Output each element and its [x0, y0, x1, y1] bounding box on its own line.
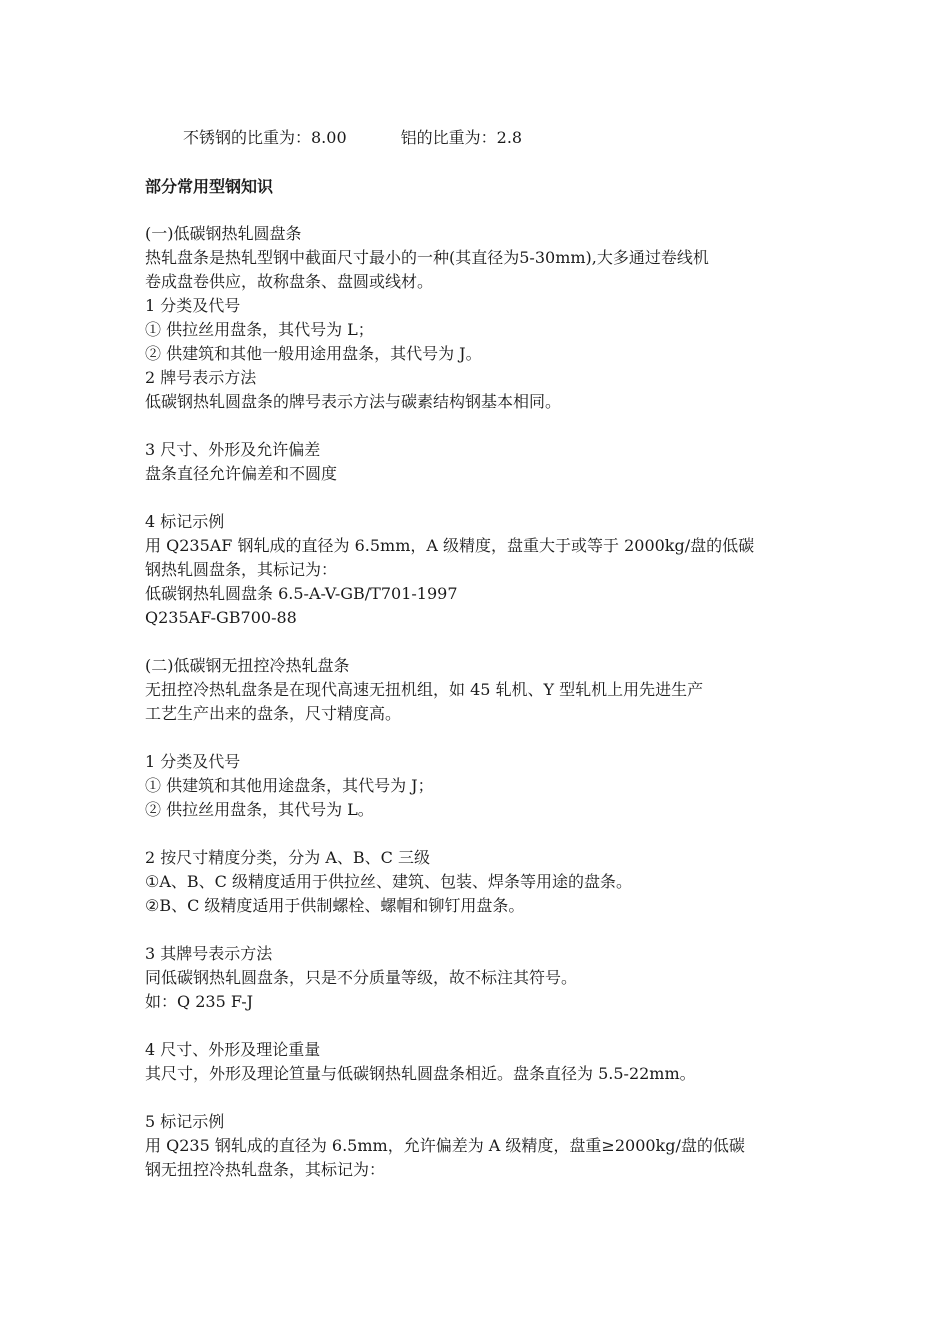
text-line: ① 供拉丝用盘条，其代号为 L； — [145, 320, 374, 339]
text-block — [145, 750, 815, 822]
text-line: 同低碳钢热轧圆盘条，只是不分质量等级，故不标注其符号。 — [145, 968, 578, 987]
text-line: 其尺寸，外形及理论笪量与低碳钢热轧圆盘条相近。盘条直径为 5.5-22mm。 — [145, 1064, 696, 1083]
document-content — [145, 126, 815, 1206]
text-line: 钢无扭控冷热轧盘条，其标记为： — [145, 1160, 386, 1179]
text-line: 4 尺寸、外形及理论重量 — [145, 1040, 321, 1059]
text-block — [145, 654, 815, 726]
text-line: 盘条直径允许偏差和不圆度 — [145, 464, 338, 483]
text-line: ① 供建筑和其他用途盘条，其代号为 J； — [145, 776, 434, 795]
text-line: ② 供拉丝用盘条，其代号为 L。 — [145, 800, 374, 819]
text-line: 用 Q235AF 钢轧成的直径为 6.5mm，A 级精度，盘重大于或等于 2000kg/盘的低碳 — [145, 536, 755, 555]
text-block — [145, 438, 815, 486]
text-block — [145, 222, 815, 414]
text-block — [145, 510, 815, 630]
text-line: 如：Q 235 F-J — [145, 992, 254, 1011]
text-line: 无扭控冷热轧盘条是在现代高速无扭机组，如 45 轧机、Y 型轧机上用先进生产 — [145, 680, 704, 699]
text-line: 热轧盘条是热轧型钢中截面尺寸最小的一种(其直径为5-30mm),大多通过卷线机 — [145, 248, 709, 267]
text-block — [145, 1038, 815, 1086]
text-line: 用 Q235 钢轧成的直径为 6.5mm，允许偏差为 A 级精度，盘重≥2000kg/盘的低碳 — [145, 1136, 745, 1155]
text-line: ①A、B、C 级精度适用于供拉丝、建筑、包装、焊条等用途的盘条。 — [145, 872, 632, 891]
text-block — [145, 846, 815, 918]
aluminum-density-text: 铝的比重为：2.8 — [400, 128, 523, 147]
density-line — [145, 126, 815, 150]
text-line: (一)低碳钢热轧圆盘条 — [145, 224, 302, 243]
text-line: 5 标记示例 — [145, 1112, 225, 1131]
text-line: 2 按尺寸精度分类，分为 A、B、C 三级 — [145, 848, 430, 867]
text-line: 卷成盘卷供应，故称盘条、盘圆或线材。 — [145, 272, 434, 291]
text-line: 3 尺寸、外形及允许偏差 — [145, 440, 321, 459]
text-line: 1 分类及代号 — [145, 752, 241, 771]
text-block — [145, 942, 815, 1014]
text-line: 低碳钢热轧圆盘条的牌号表示方法与碳素结构钢基本相同。 — [145, 392, 562, 411]
text-line: ②B、C 级精度适用于供制螺栓、螺帽和铆钉用盘条。 — [145, 896, 525, 915]
text-line: 3 其牌号表示方法 — [145, 944, 273, 963]
text-line: 工艺生产出来的盘条，尺寸精度高。 — [145, 704, 402, 723]
text-line: 1 分类及代号 — [145, 296, 241, 315]
stainless-density-text: 不锈钢的比重为：8.00 — [183, 128, 347, 147]
text-line: 低碳钢热轧圆盘条 6.5-A-V-GB/T701-1997 — [145, 584, 458, 603]
text-line: Q235AF-GB700-88 — [145, 608, 297, 627]
text-block — [145, 1110, 815, 1182]
section-title: 部分常用型钢知识 — [145, 177, 274, 196]
text-blocks — [145, 222, 815, 1182]
text-line: (二)低碳钢无扭控冷热轧盘条 — [145, 656, 350, 675]
text-line: 2 牌号表示方法 — [145, 368, 257, 387]
text-line: ② 供建筑和其他一般用途用盘条，其代号为 J。 — [145, 344, 482, 363]
text-line: 4 标记示例 — [145, 512, 225, 531]
text-line: 钢热轧圆盘条，其标记为： — [145, 560, 338, 579]
